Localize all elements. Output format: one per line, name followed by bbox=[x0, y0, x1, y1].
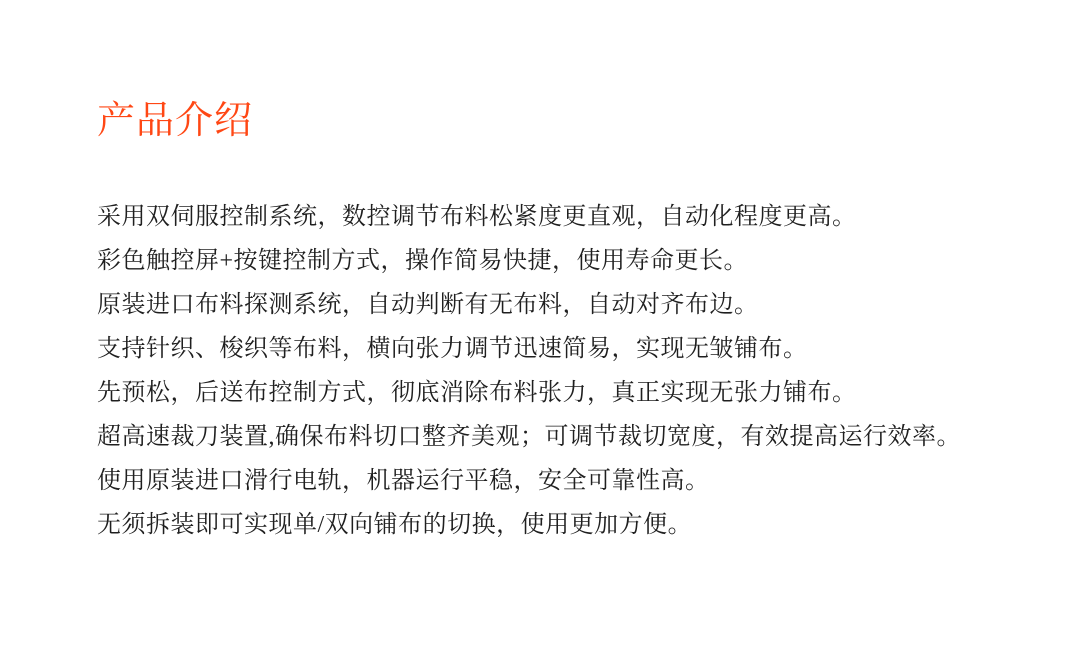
description-line: 原装进口布料探测系统，自动判断有无布料，自动对齐布边。 bbox=[97, 292, 759, 318]
description-line: 超高速裁刀装置,确保布料切口整齐美观；可调节裁切宽度，有效提高运行效率。 bbox=[97, 424, 961, 450]
description-line: 支持针织、梭织等布料，横向张力调节迅速简易，实现无皱铺布。 bbox=[97, 336, 808, 362]
description-line: 彩色触控屏+按键控制方式，操作简易快捷，使用寿命更长。 bbox=[97, 248, 749, 274]
description-line: 无须拆装即可实现单/双向铺布的切换，使用更加方便。 bbox=[97, 512, 693, 538]
description-line: 采用双伺服控制系统，数控调节布料松紧度更直观，自动化程度更高。 bbox=[97, 204, 857, 230]
description-line: 使用原装进口滑行电轨，机器运行平稳，安全可靠性高。 bbox=[97, 468, 710, 494]
product-description bbox=[97, 195, 1037, 547]
description-line: 先预松，后送布控制方式，彻底消除布料张力，真正实现无张力铺布。 bbox=[97, 380, 857, 406]
page-title: 产品介绍 bbox=[97, 100, 254, 142]
